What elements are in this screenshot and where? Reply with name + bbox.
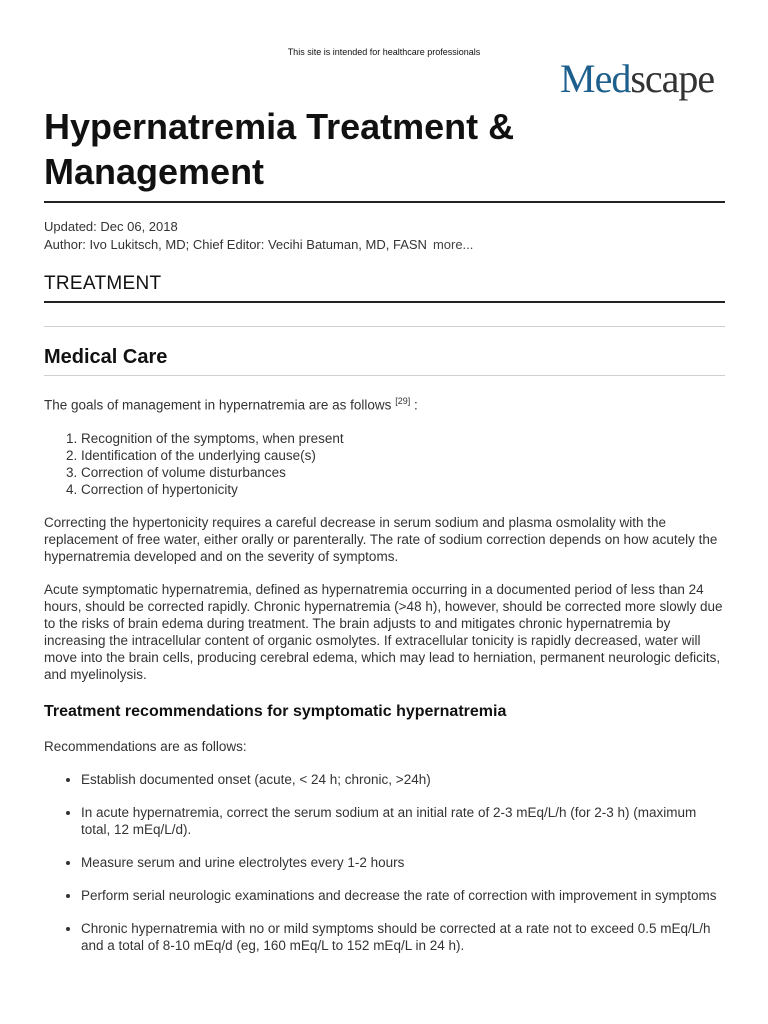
logo-rest: scape bbox=[630, 56, 715, 101]
section-divider bbox=[44, 301, 725, 303]
updated-date: Updated: Dec 06, 2018 bbox=[44, 219, 178, 234]
goals-list bbox=[44, 430, 724, 498]
goal-item: 4. Correction of hypertonicity bbox=[81, 481, 724, 498]
acute-chronic-paragraph: Acute symptomatic hypernatremia, defined as hypernatremia occurring in a documented period of less than 24 hours, should be corrected rapidly. Chronic hypernatremia (>48 h), however, should be corrected more slowly due to the risks of brain edema during treatment. The brain adjusts to and mitigates chronic hypernatremia by increasing the intracellular content of organic osmolytes. If extracellular tonicity is rapidly decreased, water will move into the brain cells, producing cerebral edema, which may lead to herniation, permanent neurologic deficits, and myelinolysis. bbox=[44, 581, 723, 682]
goals-intro-paragraph bbox=[44, 393, 724, 414]
medical-care-heading: Medical Care bbox=[44, 346, 168, 368]
goal-item: 3. Correction of volume disturbances bbox=[81, 464, 724, 481]
separator-line bbox=[44, 326, 725, 327]
medscape-logo[interactable] bbox=[560, 54, 714, 104]
recommendation-item: • Establish documented onset (acute, < 24 h; chronic, >24h) bbox=[81, 771, 724, 788]
heading-underline bbox=[44, 375, 725, 376]
recommendation-item: • Chronic hypernatremia with no or mild symptoms should be corrected at a rate not to exceed 0.5 mEq/L/h and a total of 8-10 mEq/d (eg, 160 mEq/L to 152 mEq/L in 24 h). bbox=[81, 920, 724, 954]
recommendation-item: • Measure serum and urine electrolytes every 1-2 hours bbox=[81, 854, 724, 871]
article-body bbox=[44, 393, 724, 970]
recommendations-intro: Recommendations are as follows: bbox=[44, 738, 247, 754]
reference-29[interactable]: [29] bbox=[395, 396, 411, 406]
goal-item: 2. Identification of the underlying cause(s) bbox=[81, 447, 724, 464]
recommendation-item: • Perform serial neurologic examinations and decrease the rate of correction with improvement in symptoms bbox=[81, 887, 724, 904]
title-divider bbox=[44, 201, 725, 203]
article-meta bbox=[44, 218, 473, 254]
author-line bbox=[44, 236, 473, 254]
goal-item: 1. Recognition of the symptoms, when present bbox=[81, 430, 724, 447]
hypertonicity-paragraph: Correcting the hypertonicity requires a careful decrease in serum sodium and plasma osmolality with the replacement of free water, either orally or parenterally. The rate of sodium correction depends on how acutely the hypernatremia developed and on the severity of symptoms. bbox=[44, 514, 718, 564]
more-link[interactable]: more... bbox=[432, 237, 474, 252]
page-title: Hypernatremia Treatment & Management bbox=[44, 106, 515, 192]
author-text: Author: Ivo Lukitsch, MD; Chief Editor: Vecihi Batuman, MD, FASN bbox=[44, 237, 427, 252]
healthcare-notice: This site is intended for healthcare professionals bbox=[287, 47, 481, 57]
section-label: TREATMENT bbox=[44, 273, 162, 294]
goals-intro-tail: : bbox=[410, 397, 418, 413]
recommendation-item: • In acute hypernatremia, correct the serum sodium at an initial rate of 2-3 mEq/L/h (for 2-3 h) (maximum total, 12 mEq/L/d). bbox=[81, 804, 724, 838]
logo-med: Med bbox=[560, 56, 631, 101]
recommendations-heading: Treatment recommendations for symptomatic hypernatremia bbox=[44, 702, 507, 720]
recommendations-list bbox=[44, 771, 724, 954]
goals-intro: The goals of management in hypernatremia are as follows bbox=[44, 397, 392, 413]
